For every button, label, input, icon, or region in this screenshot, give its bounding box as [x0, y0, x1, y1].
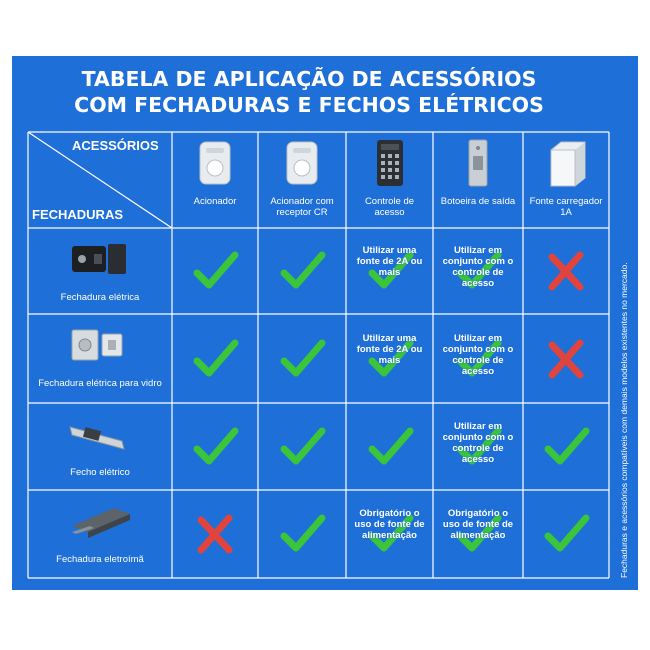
- cell-note-3-3: Obrigatório o uso de fonte de alimentação: [442, 508, 514, 541]
- accessory-label-2: Controle de acesso: [364, 196, 415, 218]
- accessory-label-3: Botoeira de saída: [440, 196, 516, 207]
- cell-note-3-2: Obrigatório o uso de fonte de alimentação: [354, 508, 425, 541]
- power-supply-icon: [545, 138, 587, 188]
- check-icon: [278, 512, 326, 556]
- check-icon: [542, 512, 590, 556]
- cell-note-0-3: Utilizar em conjunto com o controle de acesso: [442, 245, 514, 289]
- check-icon: [366, 425, 414, 469]
- electric-lock-icon: [68, 236, 132, 282]
- lock-label-1: Fechadura elétrica para vidro: [38, 378, 162, 389]
- check-icon: [278, 337, 326, 381]
- cross-icon: [542, 249, 590, 293]
- accessory-label-4: Fonte carregador 1A: [529, 196, 603, 218]
- cell-note-1-2: Utilizar uma fonte de 2A ou mais: [356, 332, 423, 366]
- cross-icon: [191, 512, 239, 556]
- exit-button-icon: [457, 138, 499, 188]
- check-icon: [191, 337, 239, 381]
- check-icon: [278, 249, 326, 293]
- cross-icon: [542, 337, 590, 381]
- keypad-access-control-icon: [369, 138, 411, 188]
- check-icon: [191, 249, 239, 293]
- lock-label-2: Fecho elétrico: [70, 467, 130, 478]
- side-note: Fechaduras e acessórios compatíveis com demais modelos existentes no mercado.: [619, 262, 629, 578]
- cell-note-2-3: Utilizar em conjunto com o controle de acesso: [442, 420, 514, 465]
- lock-label-3: Fechadura eletroímã: [56, 554, 144, 565]
- lock-label-0: Fechadura elétrica: [60, 292, 140, 303]
- check-icon: [278, 425, 326, 469]
- cell-note-0-2: Utilizar uma fonte de 2A ou mais: [356, 245, 423, 278]
- accessory-label-1: Acionador com receptor CR: [270, 196, 334, 218]
- title-line-1: TABELA DE APLICAÇÃO DE ACESSÓRIOS: [81, 67, 537, 91]
- button-remote-receiver-icon: [281, 138, 323, 188]
- glass-door-lock-icon: [68, 322, 132, 368]
- cell-note-1-3: Utilizar em conjunto com o controle de acesso: [442, 332, 514, 377]
- title-line-2: COM FECHADURAS E FECHOS ELÉTRICOS: [74, 93, 544, 117]
- corner-accessories-label: ACESSÓRIOS: [72, 138, 159, 153]
- electromagnetic-lock-icon: [68, 498, 132, 544]
- corner-locks-label: FECHADURAS: [32, 207, 123, 222]
- check-icon: [191, 425, 239, 469]
- button-remote-icon: [194, 138, 236, 188]
- electric-strike-icon: [68, 411, 132, 457]
- check-icon: [542, 425, 590, 469]
- accessory-label-0: Acionador: [193, 196, 237, 207]
